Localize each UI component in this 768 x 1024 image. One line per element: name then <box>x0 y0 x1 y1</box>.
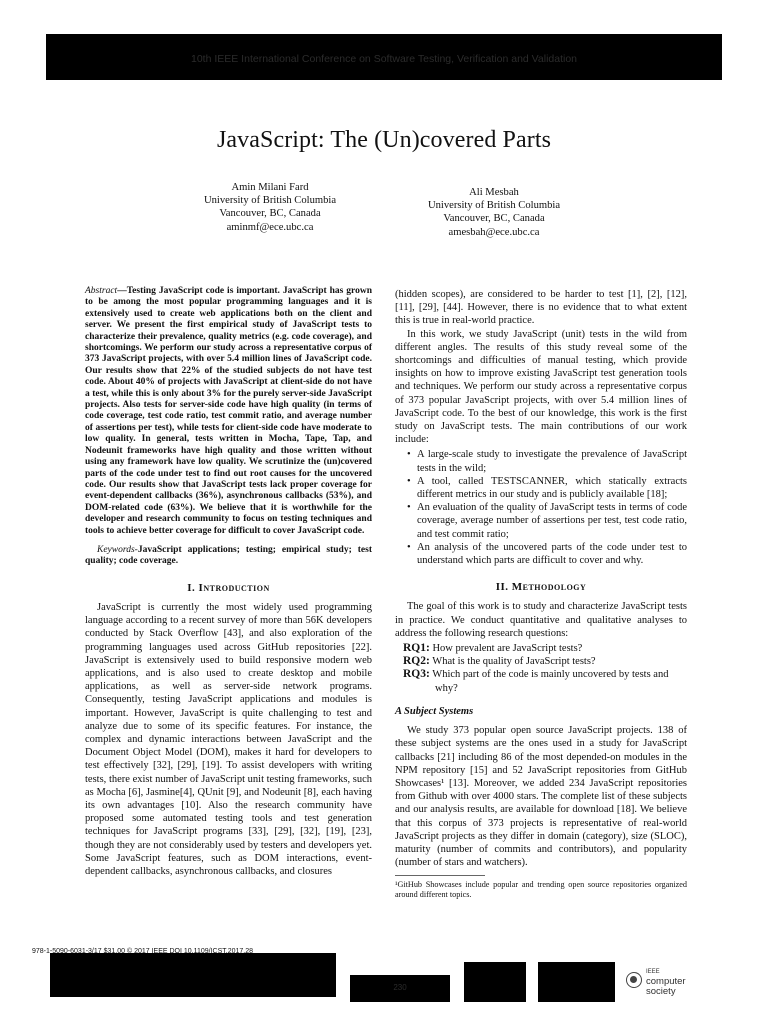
publisher-logo <box>624 968 694 1000</box>
rq-text: What is the quality of JavaScript tests? <box>432 656 596 668</box>
keywords-lead: Keywords- <box>97 544 138 555</box>
rq-label: RQ2: <box>403 655 430 668</box>
section-heading-methodology: II. Methodology <box>495 581 587 594</box>
logo-line-ieee: IEEE <box>646 969 660 975</box>
author-affiliation: University of British Columbia <box>427 200 561 212</box>
left-column <box>85 286 372 878</box>
footer-redaction-block <box>538 962 615 1002</box>
footnote-divider <box>395 875 485 876</box>
right-column <box>395 288 687 900</box>
subject-systems-paragraph: We study 373 popular open source JavaScript projects. 138 of these subject systems are the ones used in a study for JavaScript callbacks [21] including 86 of the most depended-on modules in the NPM repository [15] and 52 JavaScript repositories from GitHub Showcases¹ [13]. Moreover, we added 234 JavaScript repositories from Github with over 4000 stars. The complete list of these subjects and our analysis results, are available for download [18]. We believe that this corpus of 373 projects is representative of real-world JavaScript projects as they differ in domain (category), size (SLOC), maturity (number of commits and contributors), and popularity (number of stars and watchers). <box>395 725 687 869</box>
list-item: • A large-scale study to investigate the prevalence of JavaScript tests in the wild; <box>395 448 687 474</box>
footer-redaction-block <box>50 953 336 997</box>
research-question <box>395 668 687 694</box>
paper-title: JavaScript: The (Un)covered Parts <box>216 127 552 153</box>
logo-line-society: society <box>646 985 676 997</box>
copyright-line: 978-1-5090-6031-3/17 $31.00 © 2017 IEEE DOI 10.1109/ICST.2017.28 <box>32 948 254 955</box>
rq-label: RQ3: <box>403 668 430 681</box>
page-number: 230 <box>393 983 407 992</box>
section-heading-introduction: I. Introduction <box>187 581 270 594</box>
author-email: aminmf@ece.ubc.ca <box>226 221 314 233</box>
list-item: • A tool, called TESTSCANNER, which statically extracts different metrics in our study and is publicly available [18]; <box>395 475 687 501</box>
author-affiliation: University of British Columbia <box>203 195 337 207</box>
subsection-heading-subject-systems: A Subject Systems <box>395 705 474 717</box>
rq-text: Which part of the code is mainly uncovered by tests and why? <box>432 669 669 694</box>
contributions-list <box>395 448 687 567</box>
research-questions <box>395 642 687 695</box>
introduction-paragraph: JavaScript is currently the most widely used programming language according to a recent survey of more than 56K developers conducted by Stack Overflow [43], and also exploration of the programming languages used across GitHub repositories [22]. JavaScript is extensively used to build responsive modern web applications, and is also used to create desktop and mobile applications, as well as server-side network programs. Consequently, testing JavaScript applications and modules is important. However, JavaScript is quite challenging to test and analyze due to some of its specific features. For instance, the complex and dynamic interactions between JavaScript and the Document Object Model (DOM), makes it hard for developers to test effectively [32], [29], [19]. To assist developers with writing tests, there exist number of JavaScript unit testing frameworks, such as Mocha [6], Jasmine[4], QUnit [9], and Nodeunit [8], each having its own advantages [10]. Also the research community have proposed some automated testing tools and test generation techniques for JavaScript programs [33], [29], [32], [19], [23], though they are not considerably used by testers and developers yet. Some JavaScript features, such as DOM interactions, event- dependent callbacks, asynchronous callbacks, and closures <box>85 601 372 878</box>
keywords <box>85 545 372 568</box>
footer-redaction-block <box>464 962 526 1002</box>
logo-line-computer: computer <box>646 976 686 988</box>
author-email: amesbah@ece.ubc.ca <box>448 226 540 238</box>
methodology-paragraph: The goal of this work is to study and characterize JavaScript tests in practice. We conduct quantitative and qualitative analyses to address the following research questions: <box>395 601 687 639</box>
research-question <box>395 655 687 668</box>
author-location: Vancouver, BC, Canada <box>219 208 321 220</box>
conference-banner-text: 10th IEEE International Conference on Software Testing, Verification and Validation <box>190 53 578 65</box>
ieee-logo-icon <box>626 972 642 988</box>
author-location: Vancouver, BC, Canada <box>443 213 545 225</box>
author-name: Amin Milani Fard <box>231 182 309 193</box>
abstract <box>85 286 372 537</box>
footnote: ¹GitHub Showcases include popular and trending open source repositories organized around different topics. <box>395 880 687 900</box>
list-item: • An analysis of the uncovered parts of the code under test to understand which parts are difficult to cover and why. <box>395 541 687 567</box>
keywords-text: JavaScript applications; testing; empirical study; test quality; code coverage. <box>85 544 372 567</box>
rq-label: RQ1: <box>403 642 430 655</box>
author-name: Ali Mesbah <box>469 187 519 198</box>
body-paragraph: (hidden scopes), are considered to be harder to test [1], [2], [12], [11], [29], [44]. However, there is no evidence that to what extent this is true in real-world practice. <box>395 289 687 327</box>
list-item: • An evaluation of the quality of JavaScript tests in terms of code coverage, average number of assertions per test, test code ratio, and test commit ratio; <box>395 501 687 541</box>
author-block-2 <box>374 186 614 239</box>
author-block-1 <box>150 181 390 234</box>
publisher-logo-text <box>646 968 686 996</box>
abstract-text: —Testing JavaScript code is important. JavaScript has grown to be among the most popular programming languages and it is extensively used to create web applications both on the client and server. We present the first empirical study of JavaScript tests to characterize their prevalence, quality metrics (e.g. code coverage), and shortcomings. We perform our study across a representative corpus of 373 JavaScript projects, with over 5.4 million lines of JavaScript code. Our results show that 22% of the studied subjects do not have test code. About 40% of projects with JavaScript at client-side do not have a test, while this is only about 3% for the purely server-side JavaScript projects. Also tests for server-side code have high quality (in terms of code coverage, test code ratio, test commit ratio, and average number of assertions per test), while tests for client-side code have moderate to low quality. In general, tests written in Mocha, Tape, Tap, and Nodeunit frameworks have high quality and those written without using any framework have low quality. We scrutinize the (un)covered parts of the code under test to find out root causes for the uncovered code. Our results show that JavaScript tests lack proper coverage for event-dependent callbacks (36%), asynchronous callbacks (53%), and DOM-related code (63%). We believe that it is worthwhile for the developer and research community to focus on testing techniques and tools to achieve better coverage for difficult to cover JavaScript code. <box>85 286 372 536</box>
rq-text: How prevalent are JavaScript tests? <box>432 643 583 655</box>
conference-banner <box>46 34 722 80</box>
body-paragraph: In this work, we study JavaScript (unit) tests in the wild from different angles. The results of this study reveal some of the shortcomings and difficulties of manual testing, which provide insights on how to improve existing JavaScript test generation tools and techniques. We perform our study across a representative corpus of 373 popular JavaScript projects, with over 5.4 million lines of JavaScript code. To the best of our knowledge, this work is the first study on JavaScript tests. The main contributions of our work include: <box>395 328 687 446</box>
abstract-lead: Abstract <box>85 286 118 296</box>
research-question <box>395 642 687 655</box>
